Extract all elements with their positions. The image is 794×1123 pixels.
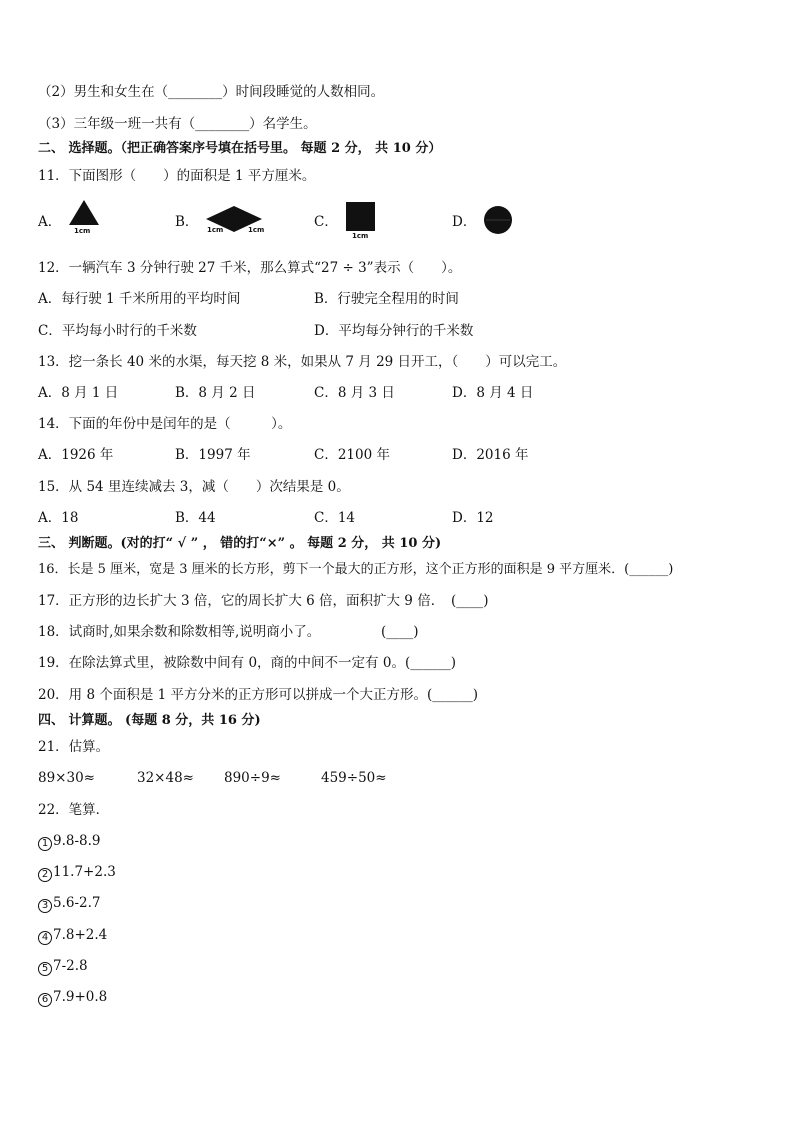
question-16: 16．长是 5 厘米，宽是 3 厘米的长方形，剪下一个最大的正方形，这个正方形的面积是 9 平方厘米．(______): [38, 562, 674, 577]
circled-number: 1: [38, 837, 52, 851]
q13-option-d: D．8 月 4 日: [452, 385, 534, 401]
q11-option-c-label: C．: [314, 214, 338, 230]
q22-expression: 5.6-2.7: [53, 895, 101, 911]
q11-option-a-label: A．: [38, 214, 62, 230]
question-17: 17．正方形的边长扩大 3 倍，它的周长扩大 6 倍，面积扩大 9 倍． (____): [38, 593, 489, 609]
question-19: 19．在除法算式里，被除数中间有 0，商的中间不一定有 0。(______): [38, 655, 456, 671]
question-14: 14．下面的年份中是闰年的是（ ）。: [38, 416, 292, 432]
q11-option-d-label: D．: [452, 214, 477, 230]
q22-expression: 9.8-8.9: [53, 833, 101, 849]
q22-expression: 7.8+2.4: [53, 927, 108, 943]
q22-item-1: [38, 832, 101, 851]
q12-option-c: C．平均每小时行的千米数: [38, 323, 197, 339]
q11-option-b-label: B．: [175, 214, 199, 230]
q22-expression: 7-2.8: [53, 958, 88, 974]
q22-item-3: [38, 894, 101, 913]
q14-option-c: C．2100 年: [314, 447, 390, 463]
q22-item-4: [38, 926, 107, 945]
q15-option-c: C．14: [314, 510, 356, 526]
q11-option-b-caption-right: 1cm: [248, 226, 265, 234]
q22-expression: 11.7+2.3: [53, 864, 116, 880]
q12-option-d: D．平均每分钟行的千米数: [314, 323, 474, 339]
q11-option-b-caption-left: 1cm: [207, 226, 224, 234]
question-20: 20．用 8 个面积是 1 平方分米的正方形可以拼成一个大正方形。(______): [38, 687, 479, 703]
section-3-heading: 三、 判断题。(对的打“ √ ” ， 错的打“×” 。 每题 2 分， 共 10 分): [38, 536, 442, 551]
q14-option-b: B．1997 年: [175, 447, 251, 463]
q13-option-c: C．8 月 3 日: [314, 385, 395, 401]
q14-option-d: D．2016 年: [452, 447, 529, 463]
square-icon: [346, 202, 375, 231]
q15-option-a: A．18: [38, 510, 79, 526]
question-12: 12．一辆汽车 3 分钟行驶 27 千米，那么算式“27 ÷ 3”表示（ ）。: [38, 260, 462, 276]
question-13: 13．挖一条长 40 米的水渠，每天挖 8 米，如果从 7 月 29 日开工，（ ）可以完工。: [38, 354, 567, 370]
question-10-part-2: （2）男生和女生在（________）时间段睡觉的人数相同。: [38, 84, 385, 100]
q11-option-a-caption: 1cm: [74, 227, 91, 235]
q15-option-d: D．12: [452, 510, 494, 526]
triangle-icon: [68, 200, 100, 226]
q14-option-a: A．1926 年: [38, 447, 114, 463]
q21-item-2: 32×48≈: [137, 770, 194, 786]
question-11: 11．下面图形（ ）的面积是 1 平方厘米。: [38, 168, 316, 184]
circled-number: 4: [38, 931, 52, 945]
circled-number: 2: [38, 868, 52, 882]
question-22: 22．笔算．: [38, 802, 110, 818]
q12-option-b: B．行驶完全程用的时间: [314, 291, 459, 307]
q15-option-b: B．44: [175, 510, 216, 526]
q13-option-b: B．8 月 2 日: [175, 385, 256, 401]
circled-number: 5: [38, 962, 52, 976]
q22-item-6: [38, 988, 107, 1007]
q22-item-5: [38, 957, 88, 976]
question-18: 18．试商时,如果余数和除数相等,说明商小了。 (____): [38, 624, 419, 640]
section-2-heading: 二、 选择题。（把正确答案序号填在括号里。 每题 2 分， 共 10 分）: [38, 141, 442, 156]
q21-item-4: 459÷50≈: [321, 770, 387, 786]
q21-item-1: 89×30≈: [38, 770, 95, 786]
q12-option-a: A．每行驶 1 千米所用的平均时间: [38, 291, 241, 307]
q22-expression: 7.9+0.8: [53, 989, 108, 1005]
circle-icon: [483, 205, 513, 235]
circled-number: 6: [38, 993, 52, 1007]
q22-item-2: [38, 863, 116, 882]
question-21: 21．估算。: [38, 739, 110, 755]
section-4-heading: 四、 计算题。 (每题 8 分，共 16 分): [38, 713, 261, 728]
q21-item-3: 890÷9≈: [224, 770, 281, 786]
circled-number: 3: [38, 899, 52, 913]
q13-option-a: A．8 月 1 日: [38, 385, 119, 401]
q11-option-c-caption: 1cm: [352, 232, 369, 240]
question-10-part-3: （3）三年级一班一共有（________）名学生。: [38, 116, 317, 132]
question-15: 15．从 54 里连续减去 3，减（ ）次结果是 0。: [38, 479, 350, 495]
